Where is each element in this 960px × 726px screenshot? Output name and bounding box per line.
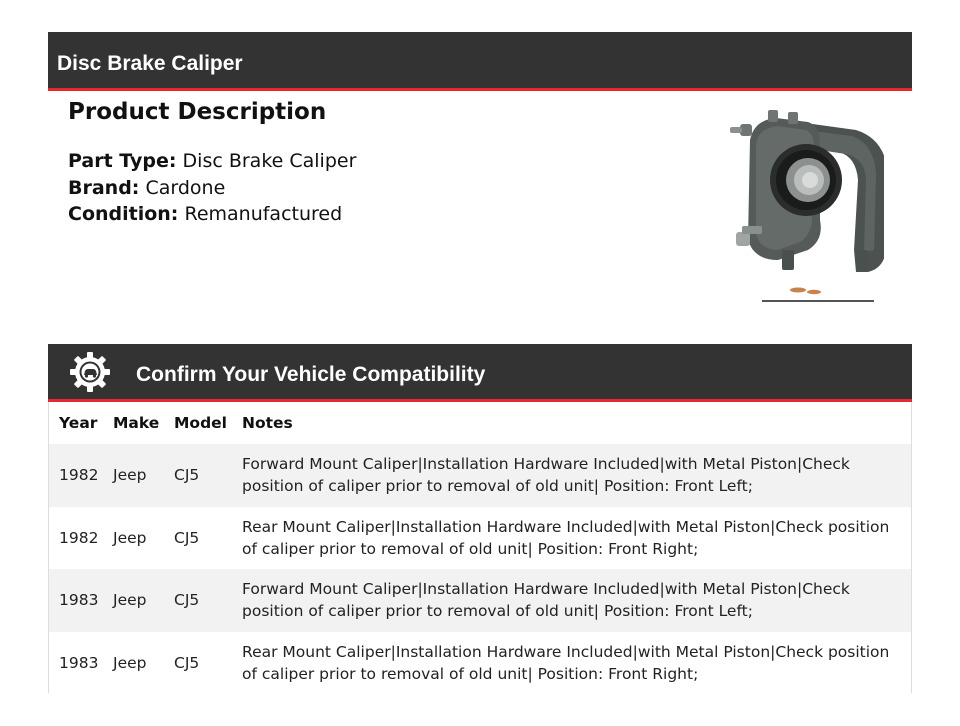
column-header-year: Year <box>59 414 98 432</box>
cell-make: Jeep <box>103 444 164 507</box>
cell-year: 1983 <box>49 632 103 695</box>
cell-model: CJ5 <box>164 569 232 632</box>
cell-notes: Forward Mount Caliper|Installation Hardware Included|with Metal Piston|Check position of caliper prior to removal of old unit| Position: Front Left; <box>232 569 911 632</box>
spec-label: Condition: <box>68 203 179 225</box>
product-description <box>68 96 356 228</box>
gear-car-icon <box>68 350 112 394</box>
table-header-row <box>49 402 911 444</box>
spec-value: Disc Brake Caliper <box>182 150 357 172</box>
spec-condition <box>68 201 356 228</box>
description-heading: Product Description <box>68 99 327 125</box>
cell-model: CJ5 <box>164 632 232 695</box>
cell-make: Jeep <box>103 569 164 632</box>
spec-value: Remanufactured <box>184 203 343 225</box>
title-bar <box>48 32 912 91</box>
spec-label: Part Type: <box>68 150 177 172</box>
compatibility-table <box>48 402 912 693</box>
cell-year: 1983 <box>49 569 103 632</box>
spec-part-type <box>68 148 356 175</box>
cell-notes: Forward Mount Caliper|Installation Hardware Included|with Metal Piston|Check position of caliper prior to removal of old unit| Position: Front Left; <box>232 444 911 507</box>
cell-make: Jeep <box>103 507 164 570</box>
product-image <box>728 100 884 310</box>
spec-list <box>68 148 356 228</box>
column-header-make: Make <box>113 414 160 432</box>
compatibility-heading: Confirm Your Vehicle Compatibility <box>136 363 486 386</box>
spec-value: Cardone <box>145 176 226 199</box>
cell-make: Jeep <box>103 632 164 695</box>
cell-year: 1982 <box>49 507 103 570</box>
table-row <box>49 507 911 570</box>
page-title: Disc Brake Caliper <box>57 52 243 75</box>
column-header-model: Model <box>174 414 227 432</box>
compatibility-bar <box>48 344 912 402</box>
table-row <box>49 632 911 695</box>
spec-label: Brand: <box>68 176 140 199</box>
cell-year: 1982 <box>49 444 103 507</box>
spec-brand <box>68 175 356 202</box>
cell-notes: Rear Mount Caliper|Installation Hardware Included|with Metal Piston|Check position of caliper prior to removal of old unit| Position: Front Right; <box>232 507 911 570</box>
table-row <box>49 569 911 632</box>
column-header-notes: Notes <box>242 414 293 432</box>
cell-model: CJ5 <box>164 507 232 570</box>
table-row <box>49 444 911 507</box>
cell-notes: Rear Mount Caliper|Installation Hardware Included|with Metal Piston|Check position of caliper prior to removal of old unit| Position: Front Right; <box>232 632 911 695</box>
cell-model: CJ5 <box>164 444 232 507</box>
